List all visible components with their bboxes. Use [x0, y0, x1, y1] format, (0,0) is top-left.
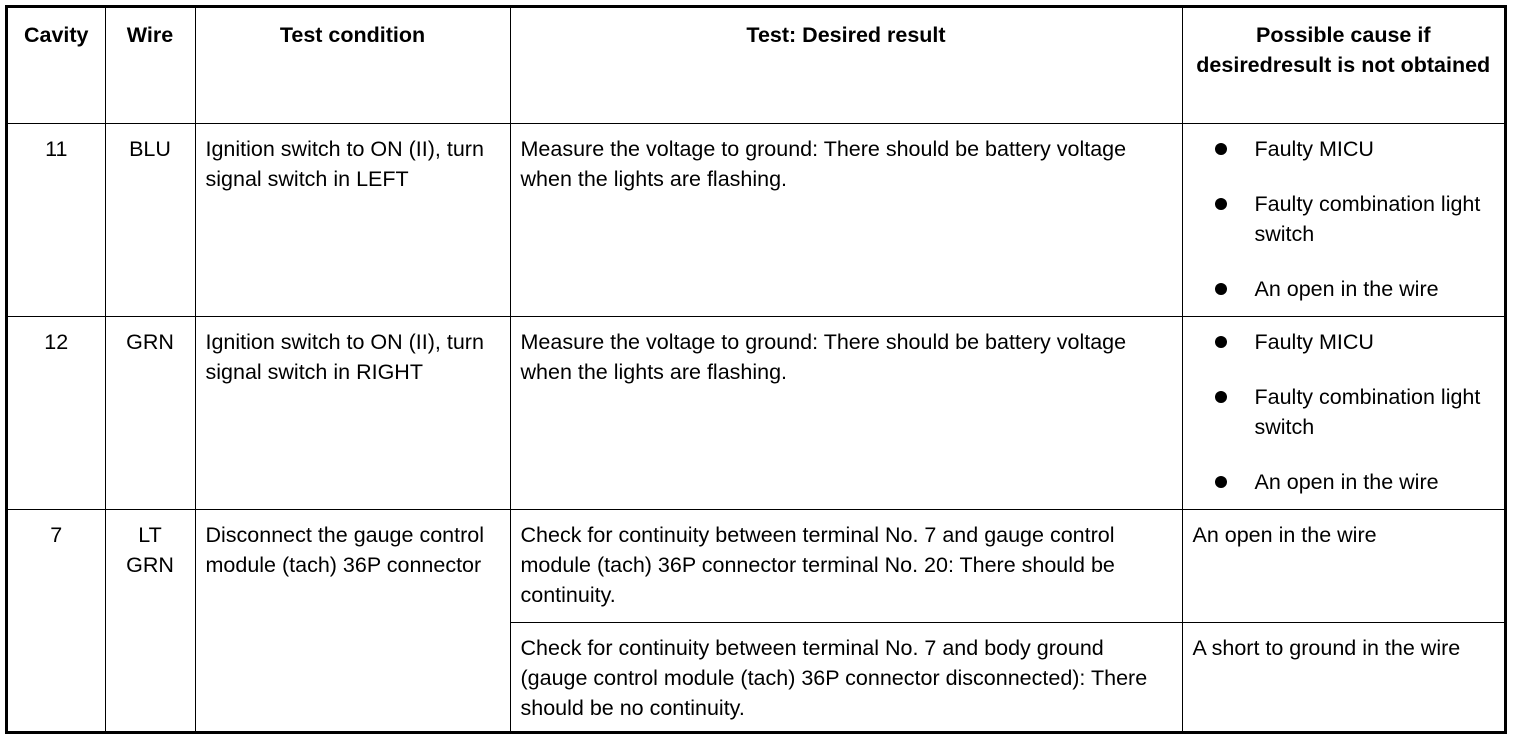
cavity-cell: 11	[8, 123, 105, 316]
cause-item: Faulty MICU	[1213, 134, 1495, 164]
header-wire: Wire	[105, 8, 195, 123]
bullet-icon	[1215, 476, 1227, 488]
cavity-cell: 7	[8, 509, 105, 731]
desired-result-cell: Check for continuity between terminal No. 7 and body ground (gauge control module (tach) 36P connector disconnected): There should be no continuity.	[510, 622, 1182, 731]
bullet-icon	[1215, 198, 1227, 210]
table-row	[8, 509, 1504, 622]
header-row	[8, 8, 1504, 123]
bullet-icon	[1215, 391, 1227, 403]
desired-result-cell: Measure the voltage to ground: There should be battery voltage when the lights are flashing.	[510, 123, 1182, 316]
test-condition-cell: Disconnect the gauge control module (tach) 36P connector	[195, 509, 510, 731]
cause-item: An open in the wire	[1213, 274, 1495, 304]
test-table-frame	[5, 5, 1507, 734]
header-desired-result: Test: Desired result	[510, 8, 1182, 123]
cavity-cell: 12	[8, 316, 105, 509]
wire-line: LT	[138, 522, 162, 547]
test-condition-cell: Ignition switch to ON (II), turn signal switch in LEFT	[195, 123, 510, 316]
cause-item: An open in the wire	[1213, 467, 1495, 497]
bullet-icon	[1215, 143, 1227, 155]
cause-list	[1193, 134, 1495, 304]
cause-item: Faulty combination light switch	[1213, 189, 1495, 249]
bullet-icon	[1215, 283, 1227, 295]
test-condition-cell: Ignition switch to ON (II), turn signal switch in RIGHT	[195, 316, 510, 509]
bullet-icon	[1215, 336, 1227, 348]
header-cavity: Cavity	[8, 8, 105, 123]
possible-cause-cell: An open in the wire	[1182, 509, 1504, 622]
cause-item: Faulty MICU	[1213, 327, 1495, 357]
possible-cause-cell	[1182, 316, 1504, 509]
possible-cause-cell: A short to ground in the wire	[1182, 622, 1504, 731]
table-row	[8, 123, 1504, 316]
desired-result-cell: Measure the voltage to ground: There should be battery voltage when the lights are flashing.	[510, 316, 1182, 509]
cause-item: Faulty combination light switch	[1213, 382, 1495, 442]
connector-test-table	[8, 8, 1504, 732]
cause-list	[1193, 327, 1495, 497]
header-test-condition: Test condition	[195, 8, 510, 123]
possible-cause-cell	[1182, 123, 1504, 316]
wire-line: GRN	[126, 552, 174, 577]
table-row	[8, 316, 1504, 509]
header-possible-cause: Possible cause if desiredresult is not obtained	[1182, 8, 1504, 123]
desired-result-cell: Check for continuity between terminal No. 7 and gauge control module (tach) 36P connector terminal No. 20: There should be continuity.	[510, 509, 1182, 622]
wire-cell	[105, 509, 195, 731]
wire-cell: BLU	[105, 123, 195, 316]
wire-cell: GRN	[105, 316, 195, 509]
